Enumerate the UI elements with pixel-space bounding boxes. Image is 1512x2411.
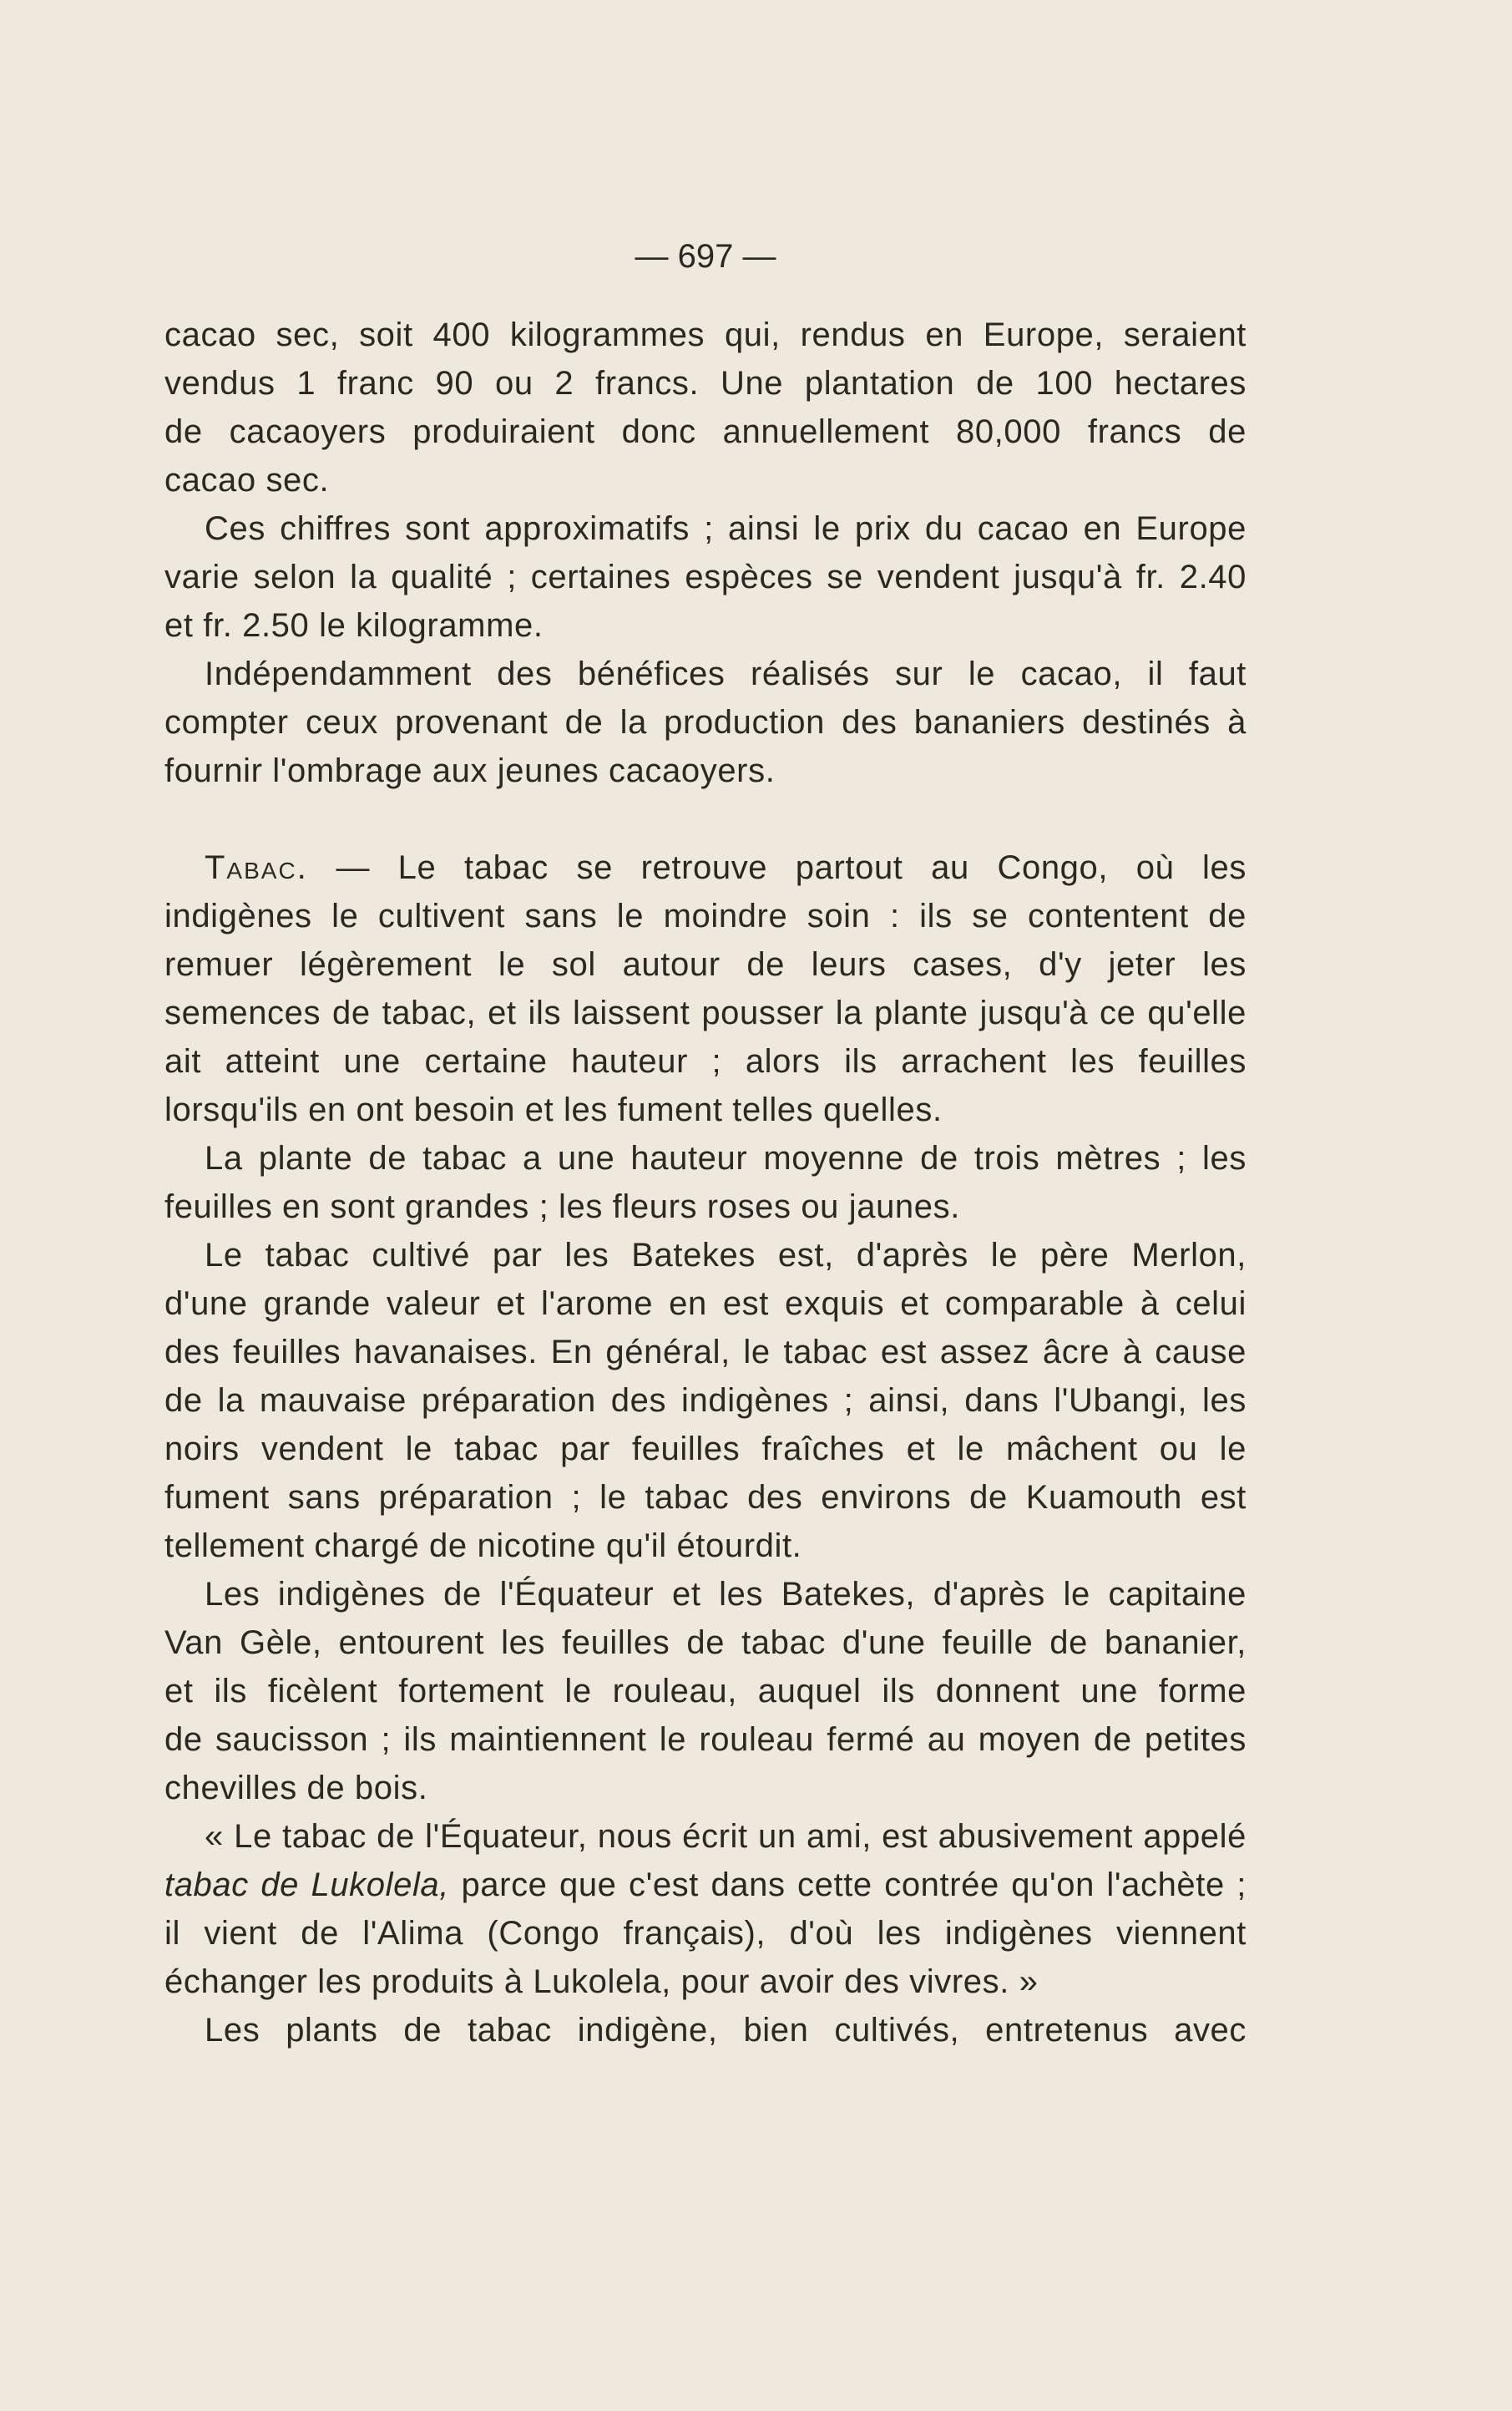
text-line: tellement chargé de nicotine qu'il étourdit. (164, 1527, 802, 1564)
text-line: La plante de tabac a une hauteur moyenne de trois mètres ; les (205, 1140, 1247, 1177)
text-line: varie selon la qualité ; certaines espèces se vendent jusqu'à fr. 2.40 (164, 559, 1247, 595)
text-line: des feuilles havanaises. En général, le tabac est assez âcre à cause (164, 1334, 1247, 1370)
text-line: Les plants de tabac indigène, bien cultivés, entretenus avec (205, 2012, 1247, 2049)
text-line: « Le tabac de l'Équateur, nous écrit un ami, est abusivement appelé (205, 1818, 1247, 1855)
text-run: — Le tabac se retrouve partout au Congo, où les (307, 849, 1247, 886)
paragraph-quote-lukolela (164, 1812, 1247, 2006)
text-line: vendus 1 franc 90 ou 2 francs. Une plantation de 100 hectares (164, 365, 1247, 402)
text-line: fournir l'ombrage aux jeunes cacaoyers. (164, 752, 776, 789)
section-gap (164, 795, 1247, 843)
text-line: Les indigènes de l'Équateur et les Batekes, d'après le capitaine (205, 1576, 1247, 1613)
text-line: compter ceux provenant de la production des bananiers destinés à (164, 704, 1247, 741)
text-line: échanger les produits à Lukolela, pour avoir des vivres. » (164, 1963, 1039, 2000)
page-number: — 697 — (635, 238, 776, 275)
text-line: semences de tabac, et ils laissent pousser la plante jusqu'à ce qu'elle (164, 995, 1247, 1031)
text-line: remuer légèrement le sol autour de leurs cases, d'y jeter les (164, 946, 1247, 983)
text-line: chevilles de bois. (164, 1770, 428, 1806)
paragraph-plants-continued (164, 2006, 1247, 2054)
text-line: d'une grande valeur et l'arome en est exquis et comparable à celui (164, 1285, 1247, 1322)
text-line: fument sans préparation ; le tabac des environs de Kuamouth est (164, 1479, 1247, 1516)
text-line: et fr. 2.50 le kilogramme. (164, 607, 544, 644)
text-line: noirs vendent le tabac par feuilles fraîches et le mâchent ou le (164, 1431, 1247, 1467)
text-line: cacao sec, soit 400 kilogrammes qui, rendus en Europe, seraient (164, 317, 1247, 353)
text-line: Indépendamment des bénéfices réalisés sur le cacao, il faut (205, 656, 1247, 692)
text-line: lorsqu'ils en ont besoin et les fument telles quelles. (164, 1092, 943, 1128)
text-line: indigènes le cultivent sans le moindre soin : ils se contentent de (164, 898, 1247, 935)
italic-term: tabac de Lukolela, (164, 1866, 449, 1903)
text-line: Le tabac cultivé par les Batekes est, d'après le père Merlon, (205, 1237, 1247, 1274)
text-line: de la mauvaise préparation des indigènes ; ainsi, dans l'Ubangi, les (164, 1382, 1247, 1419)
paragraph-cacao-prices (164, 504, 1247, 650)
paragraph-cacao-benefits (164, 650, 1247, 795)
text-line (164, 1861, 1247, 1909)
text-line: Van Gèle, entourent les feuilles de tabac d'une feuille de bananier, (164, 1624, 1247, 1661)
text-line: feuilles en sont grandes ; les fleurs roses ou jaunes. (164, 1188, 960, 1225)
text-line: de cacaoyers produiraient donc annuellement 80,000 francs de (164, 413, 1247, 450)
text-line: cacao sec. (164, 462, 330, 499)
section-heading-tabac: Tabac. (205, 849, 308, 886)
text-run: parce que c'est dans cette contrée qu'on l'achète ; (449, 1866, 1247, 1903)
paragraph-tabac-equateur (164, 1570, 1247, 1812)
text-line: ait atteint une certaine hauteur ; alors ils arrachent les feuilles (164, 1043, 1247, 1080)
text-line (164, 843, 1247, 892)
paragraph-tabac-plant (164, 1134, 1247, 1231)
body-text (164, 311, 1247, 2054)
paragraph-cacao-yield (164, 311, 1247, 504)
text-line: de saucisson ; ils maintiennent le rouleau fermé au moyen de petites (164, 1721, 1247, 1758)
text-line: Ces chiffres sont approximatifs ; ainsi le prix du cacao en Europe (205, 510, 1247, 547)
text-line: il vient de l'Alima (Congo français), d'où les indigènes viennent (164, 1915, 1247, 1952)
text-line: et ils ficèlent fortement le rouleau, auquel ils donnent une forme (164, 1673, 1247, 1709)
paragraph-tabac-intro (164, 843, 1247, 1134)
paragraph-tabac-batekes (164, 1231, 1247, 1570)
